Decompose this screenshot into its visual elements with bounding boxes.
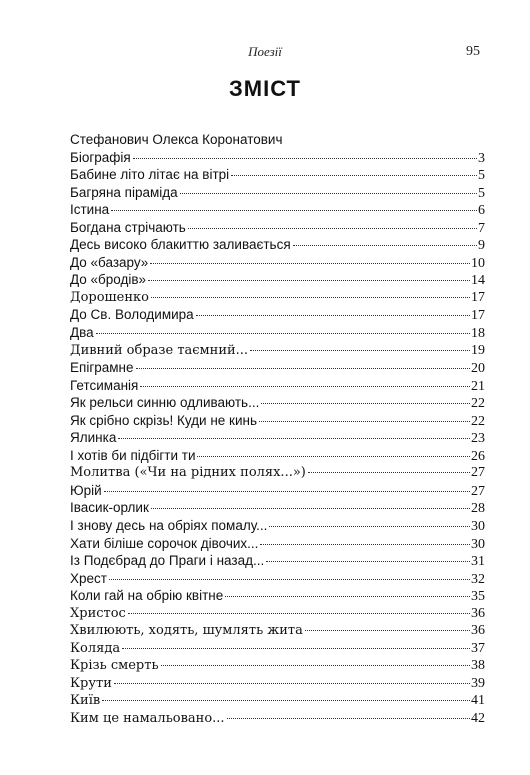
toc-entry-page: 21 xyxy=(471,378,485,394)
dot-leader xyxy=(259,421,470,422)
dot-leader xyxy=(118,438,470,439)
dot-leader xyxy=(148,280,470,281)
toc-entry xyxy=(70,675,485,693)
dot-leader xyxy=(227,718,470,719)
page-number: 95 xyxy=(466,44,480,59)
toc-entry-title: Дорошенко xyxy=(70,289,149,305)
toc-author: Стефанович Олекса Коронатович xyxy=(70,132,283,147)
toc-entry xyxy=(70,149,485,167)
toc-entry-page: 22 xyxy=(471,396,485,412)
toc-entry-title: Хвилюють, ходять, шумлять жита xyxy=(70,623,303,639)
toc-heading: ЗМІСТ xyxy=(229,76,301,101)
toc-entry-title: Христос xyxy=(70,605,126,621)
toc-entry xyxy=(70,499,485,517)
toc-entry-title: Молитва («Чи на рідних полях...») xyxy=(70,465,306,481)
toc-entry-page: 5 xyxy=(478,185,485,201)
toc-entry-title: Ким це намальовано... xyxy=(70,711,225,726)
toc-entry xyxy=(70,289,485,307)
toc-entry xyxy=(70,587,485,605)
toc-entry-title: Київ xyxy=(70,693,101,709)
dot-leader xyxy=(114,683,470,684)
toc-entry-title: Коляда xyxy=(70,640,121,656)
dot-leader xyxy=(250,350,470,351)
toc-entry-title: Крізь смерть xyxy=(70,658,159,674)
toc-entry-title: Юрій xyxy=(70,482,102,498)
toc-entry xyxy=(70,271,485,289)
dot-leader xyxy=(308,472,470,473)
toc-entry xyxy=(70,359,485,377)
dot-leader xyxy=(261,403,470,404)
toc-entry-page: 35 xyxy=(471,589,485,605)
toc-entry-page: 30 xyxy=(471,536,485,552)
toc-entry-page: 39 xyxy=(471,675,485,691)
toc-entry xyxy=(70,412,485,430)
toc-entry xyxy=(70,324,485,342)
toc-entry xyxy=(70,657,485,675)
toc-entry-title: І хотів би підбігти ти xyxy=(70,447,196,463)
toc-entry xyxy=(70,622,485,640)
toc-entry-title: Десь високо блакиттю заливається xyxy=(70,237,291,253)
toc-entry-page: 10 xyxy=(471,255,485,271)
toc-entry-page: 5 xyxy=(478,168,485,184)
dot-leader xyxy=(140,386,470,387)
dot-leader xyxy=(109,579,470,580)
dot-leader xyxy=(180,193,477,194)
dot-leader xyxy=(196,315,470,316)
toc-entry-page: 28 xyxy=(471,501,485,517)
toc-entry-title: Як срібно скрізь! Куди не кинь xyxy=(70,412,257,428)
toc-entry-list xyxy=(70,149,485,728)
toc-entry xyxy=(70,377,485,395)
dot-leader xyxy=(151,297,470,298)
toc-entry-page: 26 xyxy=(471,448,485,464)
dot-leader xyxy=(266,561,470,562)
toc-entry-page: 31 xyxy=(471,554,485,570)
toc-entry-title: І знову десь на обріях помалу... xyxy=(70,517,268,533)
toc-entry xyxy=(70,342,485,360)
toc-entry-page: 17 xyxy=(471,289,485,305)
toc-entry-page: 6 xyxy=(478,203,485,219)
toc-entry xyxy=(70,570,485,588)
toc-entry xyxy=(70,236,485,254)
table-of-contents xyxy=(70,131,485,728)
toc-entry-page: 22 xyxy=(471,413,485,429)
dot-leader xyxy=(305,630,470,631)
dot-leader xyxy=(231,175,477,176)
toc-entry-page: 18 xyxy=(471,325,485,341)
toc-entry-page: 36 xyxy=(471,605,485,621)
toc-entry-page: 37 xyxy=(471,640,485,656)
toc-entry xyxy=(70,306,485,324)
toc-entry-title: До «базару» xyxy=(70,254,149,270)
toc-entry-page: 7 xyxy=(478,220,485,236)
toc-entry xyxy=(70,552,485,570)
toc-entry-title: Богдана стрічають xyxy=(70,219,186,235)
toc-entry-title: Дивний образе таємний... xyxy=(70,342,249,358)
dot-leader xyxy=(111,210,477,211)
dot-leader xyxy=(269,526,470,527)
toc-entry-page: 27 xyxy=(471,483,485,499)
toc-entry-page: 19 xyxy=(471,342,485,358)
toc-entry xyxy=(70,254,485,272)
toc-entry-page: 36 xyxy=(471,623,485,639)
dot-leader xyxy=(293,245,477,246)
toc-entry-page: 3 xyxy=(478,150,485,166)
toc-entry xyxy=(70,692,485,710)
toc-entry xyxy=(70,184,485,202)
toc-entry-page: 23 xyxy=(471,431,485,447)
toc-entry xyxy=(70,640,485,658)
dot-leader xyxy=(225,596,470,597)
toc-entry xyxy=(70,482,485,500)
toc-entry-page: 14 xyxy=(471,273,485,289)
dot-leader xyxy=(133,158,477,159)
toc-entry-title: Крути xyxy=(70,675,112,691)
dot-leader xyxy=(161,665,470,666)
toc-entry-page: 30 xyxy=(471,518,485,534)
toc-entry-title: Ялинка xyxy=(70,430,117,446)
toc-entry xyxy=(70,517,485,535)
toc-entry xyxy=(70,447,485,465)
running-header xyxy=(0,44,530,62)
toc-entry xyxy=(70,394,485,412)
dot-leader xyxy=(104,491,470,492)
toc-entry-title: Два xyxy=(70,324,94,340)
toc-entry xyxy=(70,166,485,184)
dot-leader xyxy=(151,508,470,509)
toc-entry-title: До «бродів» xyxy=(70,272,147,288)
toc-entry-title: Із Подєбрад до Праги і назад... xyxy=(70,553,265,569)
dot-leader xyxy=(197,456,470,457)
toc-entry-title: Хрест xyxy=(70,570,107,586)
toc-entry-title: Біографія xyxy=(70,149,131,165)
dot-leader xyxy=(122,648,470,649)
toc-entry-page: 27 xyxy=(471,465,485,481)
toc-entry-page: 38 xyxy=(471,658,485,674)
toc-entry-page: 9 xyxy=(478,238,485,254)
toc-entry xyxy=(70,535,485,553)
toc-entry-page: 41 xyxy=(471,693,485,709)
dot-leader xyxy=(260,544,470,545)
toc-entry-title: Істина xyxy=(70,202,110,218)
toc-entry xyxy=(70,605,485,623)
dot-leader xyxy=(102,700,470,701)
toc-entry-title: Багряна піраміда xyxy=(70,184,178,200)
toc-entry-title: Коли гай на обрію квітне xyxy=(70,588,224,604)
toc-entry-page: 42 xyxy=(471,711,485,726)
dot-leader xyxy=(96,333,470,334)
toc-entry-title: Як рельси синню одливають... xyxy=(70,395,260,411)
toc-entry xyxy=(70,201,485,219)
toc-entry xyxy=(70,710,485,728)
toc-entry xyxy=(70,219,485,237)
toc-entry-title: Івасик-орлик xyxy=(70,500,149,516)
toc-entry-page: 17 xyxy=(471,308,485,324)
toc-entry-page: 20 xyxy=(471,361,485,377)
toc-entry-title: Хати біліше сорочок дівочих... xyxy=(70,535,259,551)
toc-entry xyxy=(70,429,485,447)
dot-leader xyxy=(128,613,470,614)
running-header-title: Поезії xyxy=(248,44,282,59)
toc-entry-title: До Св. Володимира xyxy=(70,307,194,323)
dot-leader xyxy=(150,263,470,264)
dot-leader xyxy=(188,228,477,229)
dot-leader xyxy=(136,368,471,369)
toc-entry-title: Гетсиманія xyxy=(70,377,139,393)
toc-entry-title: Бабине літо літає на вітрі xyxy=(70,167,230,183)
toc-entry xyxy=(70,464,485,482)
toc-entry-page: 32 xyxy=(471,571,485,587)
toc-entry-title: Епіграмне xyxy=(70,360,134,376)
